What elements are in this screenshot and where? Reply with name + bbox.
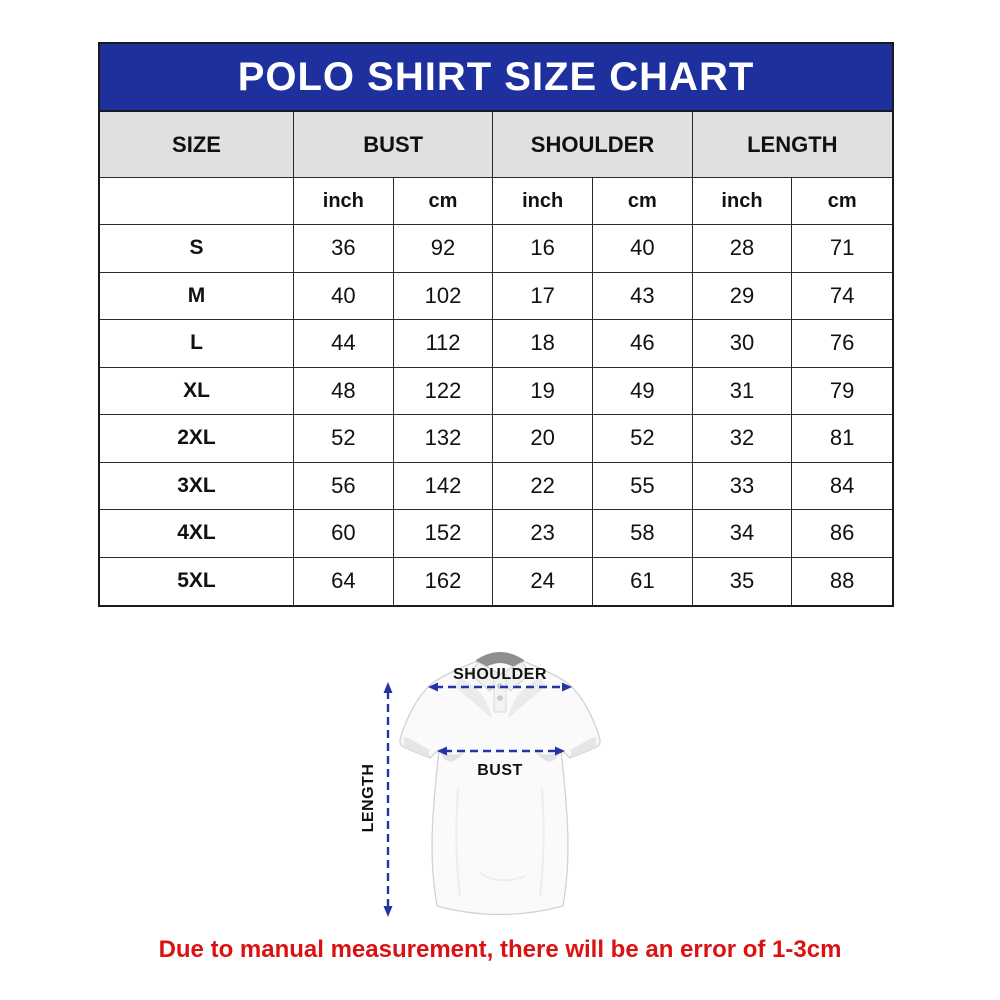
measurement-value: 49	[593, 368, 693, 416]
measurement-value: 55	[593, 463, 693, 511]
table-row	[100, 415, 892, 463]
page-title: POLO SHIRT SIZE CHART	[237, 54, 755, 99]
measurement-value: 58	[593, 510, 693, 558]
measurement-value: 81	[792, 415, 892, 463]
unit-header-length-cm: cm	[792, 178, 892, 225]
measurement-value: 44	[294, 320, 394, 368]
measurement-value: 43	[593, 273, 693, 321]
measurement-value: 16	[493, 225, 593, 273]
table-row	[100, 368, 892, 416]
measurement-value: 18	[493, 320, 593, 368]
measurement-value: 76	[792, 320, 892, 368]
unit-header-shoulder-inch: inch	[493, 178, 593, 225]
measurement-value: 122	[394, 368, 494, 416]
unit-header-shoulder-cm: cm	[593, 178, 693, 225]
table-row	[100, 225, 892, 273]
measurement-value: 32	[693, 415, 793, 463]
measurement-value: 36	[294, 225, 394, 273]
shoulder-label: SHOULDER	[453, 666, 547, 683]
measurement-value: 29	[693, 273, 793, 321]
measurement-value: 52	[294, 415, 394, 463]
measurement-value: 19	[493, 368, 593, 416]
measurement-value: 17	[493, 273, 593, 321]
column-header-bust: BUST	[294, 112, 493, 178]
column-header-shoulder: SHOULDER	[493, 112, 692, 178]
table-row	[100, 510, 892, 558]
measurement-value: 71	[792, 225, 892, 273]
measurement-value: 20	[493, 415, 593, 463]
measurement-value: 142	[394, 463, 494, 511]
measurement-value: 31	[693, 368, 793, 416]
measurement-value: 34	[693, 510, 793, 558]
measurement-value: 102	[394, 273, 494, 321]
measurement-value: 23	[493, 510, 593, 558]
table-row	[100, 558, 892, 606]
unit-header-bust-inch: inch	[294, 178, 394, 225]
measurement-value: 56	[294, 463, 394, 511]
measurement-value: 132	[394, 415, 494, 463]
table-row	[100, 463, 892, 511]
unit-header-bust-cm: cm	[394, 178, 494, 225]
size-label: 5XL	[100, 558, 294, 606]
measurement-value: 30	[693, 320, 793, 368]
measurement-value: 40	[593, 225, 693, 273]
column-group-header-row	[100, 112, 892, 178]
measurement-value: 46	[593, 320, 693, 368]
measurement-value: 28	[693, 225, 793, 273]
measurement-value: 84	[792, 463, 892, 511]
table-row	[100, 273, 892, 321]
size-label: 4XL	[100, 510, 294, 558]
length-label: LENGTH	[360, 763, 377, 833]
table-row	[100, 320, 892, 368]
unit-header-empty	[100, 178, 294, 225]
measurement-value: 33	[693, 463, 793, 511]
measurement-value: 74	[792, 273, 892, 321]
measurement-disclaimer: Due to manual measurement, there will be an error of 1-3cm	[158, 936, 842, 963]
measurement-value: 112	[394, 320, 494, 368]
size-label: 3XL	[100, 463, 294, 511]
measurement-value: 152	[394, 510, 494, 558]
measurement-value: 52	[593, 415, 693, 463]
unit-header-length-inch: inch	[693, 178, 793, 225]
measurement-value: 40	[294, 273, 394, 321]
size-label: M	[100, 273, 294, 321]
size-label: 2XL	[100, 415, 294, 463]
measurement-value: 60	[294, 510, 394, 558]
length-measure-arrow	[384, 682, 393, 917]
measurement-value: 35	[693, 558, 793, 606]
polo-shirt-illustration	[340, 638, 670, 938]
size-label: XL	[100, 368, 294, 416]
unit-header-row	[100, 178, 892, 225]
size-label: S	[100, 225, 294, 273]
size-label: L	[100, 320, 294, 368]
measurement-value: 92	[394, 225, 494, 273]
measurement-value: 86	[792, 510, 892, 558]
measurement-value: 24	[493, 558, 593, 606]
table-title-bar	[100, 44, 892, 112]
measurement-value: 88	[829, 568, 855, 594]
measurement-value: 61	[593, 558, 693, 606]
bust-label: BUST	[477, 762, 523, 779]
column-header-size: SIZE	[100, 112, 294, 178]
measurement-value: 162	[394, 558, 494, 606]
measurement-value: 79	[792, 368, 892, 416]
measurement-value: 22	[493, 463, 593, 511]
size-chart-table	[98, 42, 894, 607]
measurement-value: 64	[294, 558, 394, 606]
measurement-value: 48	[294, 368, 394, 416]
column-header-length: LENGTH	[693, 112, 892, 178]
